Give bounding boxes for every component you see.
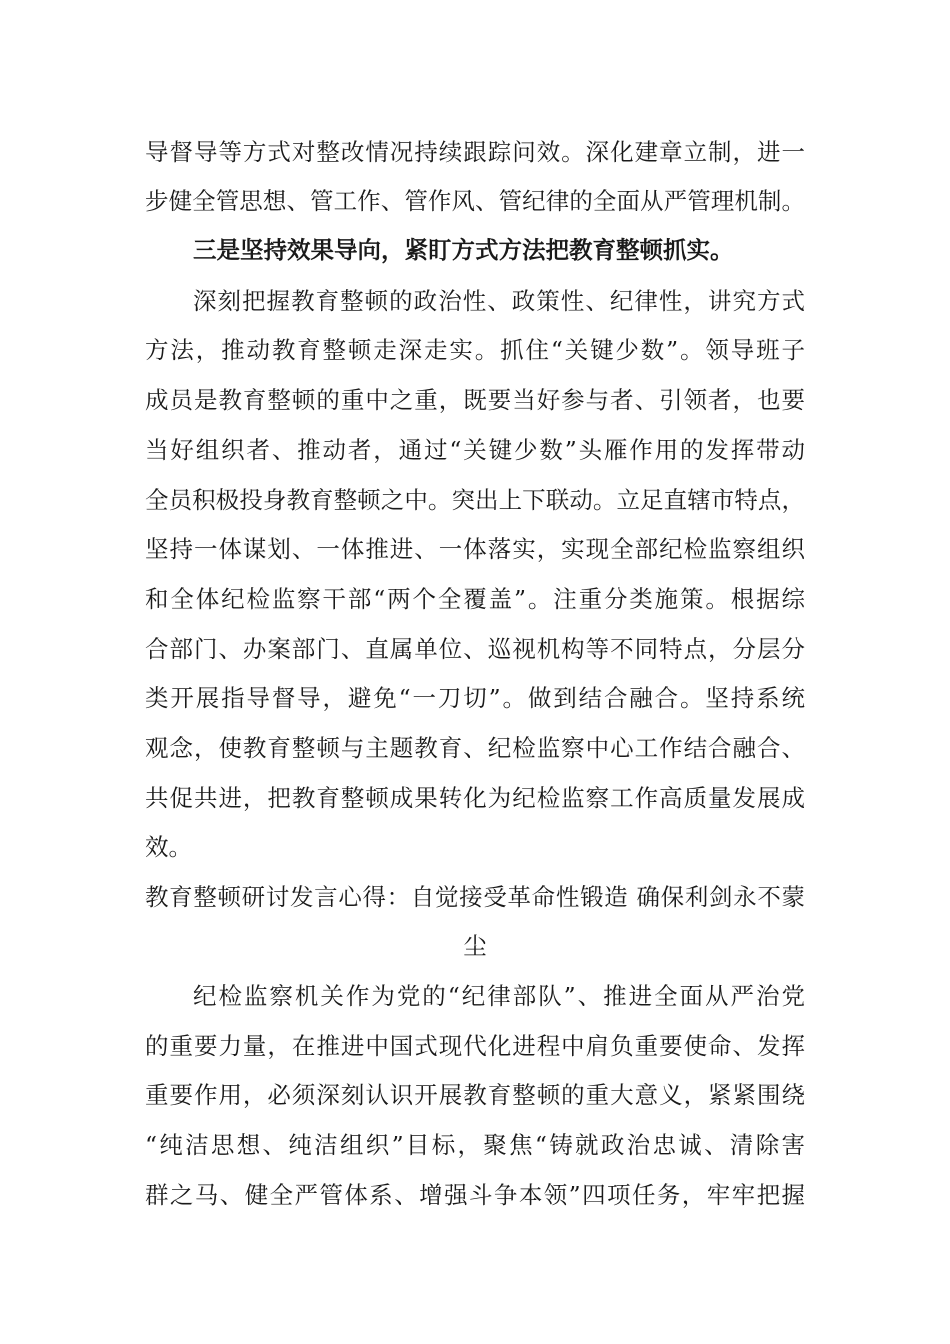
paragraph-line: 坚持一体谋划、一体推进、一体落实，实现全部纪检监察组织 (145, 535, 805, 563)
article-title-continued: 尘 (463, 932, 487, 960)
paragraph-line: 当好组织者、推动者，通过“关键少数”头雁作用的发挥带动 (145, 436, 805, 464)
paragraph-line: 共促共进，把教育整顿成果转化为纪检监察工作高质量发展成 (145, 784, 805, 812)
paragraph-line: 重要作用，必须深刻认识开展教育整顿的重大意义，紧紧围绕 (145, 1081, 805, 1109)
paragraph-line: 成员是教育整顿的重中之重，既要当好参与者、引领者，也要 (145, 386, 805, 414)
paragraph-line: 效。 (145, 833, 192, 861)
paragraph-line: 深刻把握教育整顿的政治性、政策性、纪律性，讲究方式 (193, 287, 805, 315)
paragraph-line: “纯洁思想、纯洁组织”目标，聚焦“铸就政治忠诚、清除害 (145, 1131, 805, 1159)
paragraph-line: 方法，推动教育整顿走深走实。抓住“关键少数”。领导班子 (145, 336, 805, 364)
paragraph-line: 类开展指导督导，避免“一刀切”。做到结合融合。坚持系统 (145, 684, 805, 712)
paragraph-line: 全员积极投身教育整顿之中。突出上下联动。立足直辖市特点， (145, 486, 805, 514)
paragraph-line: 纪检监察机关作为党的“纪律部队”、推进全面从严治党 (193, 982, 805, 1010)
section-heading: 三是坚持效果导向，紧盯方式方法把教育整顿抓实。 (193, 236, 734, 264)
paragraph-line: 观念，使教育整顿与主题教育、纪检监察中心工作结合融合、 (145, 734, 805, 762)
article-title: 教育整顿研讨发言心得：自觉接受革命性锻造 确保利剑永不蒙 (145, 883, 805, 911)
paragraph-line: 合部门、办案部门、直属单位、巡视机构等不同特点，分层分 (145, 635, 805, 663)
paragraph-line: 导督导等方式对整改情况持续跟踪问效。深化建章立制，进一 (145, 138, 805, 166)
paragraph-line: 群之马、健全严管体系、增强斗争本领”四项任务，牢牢把握 (145, 1181, 805, 1209)
paragraph-line: 步健全管思想、管工作、管作风、管纪律的全面从严管理机制。 (145, 187, 805, 215)
paragraph-line: 和全体纪检监察干部“两个全覆盖”。注重分类施策。根据综 (145, 585, 805, 613)
paragraph-line: 的重要力量，在推进中国式现代化进程中肩负重要使命、发挥 (145, 1032, 805, 1060)
